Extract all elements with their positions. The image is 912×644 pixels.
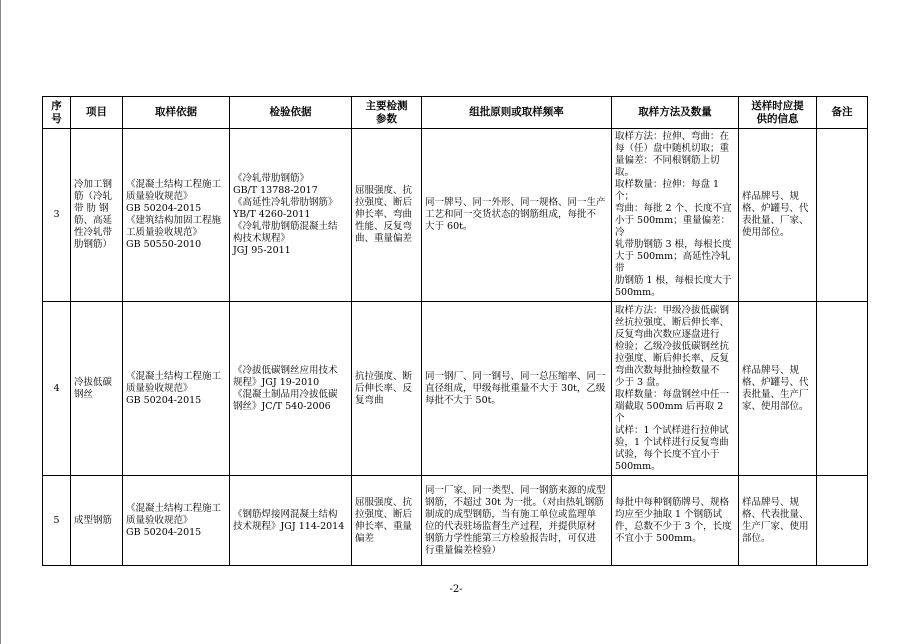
- table-header-row: [43, 97, 868, 129]
- cell-seq: 5: [43, 476, 71, 566]
- sampling-spec-table: [42, 96, 868, 566]
- cell-sample-info: 样品牌号、规 格、炉罐号、代 表批量、厂家、 使用部位。: [739, 129, 817, 302]
- table-row: [43, 476, 868, 566]
- table-row: [43, 302, 868, 476]
- cell-seq: 3: [43, 129, 71, 302]
- cell-remark: [817, 302, 868, 476]
- cell-sampling-method: 取样方法：甲级冷拔低碳钢 丝抗拉强度、断后伸长率、 反复弯曲次数应逐盘进行 检验；乙级冷拔低碳钢丝抗 拉强度、断后伸长率、反复 弯曲次数每批抽检数量不 少于 3 盘。 取样数量：每盘钢丝中任一 端截取 500mm 后再取 2 个 试样：1 个试样进行拉伸试 验，1 个试样进行反复弯曲 试验，每个长度不宜小于 500mm。: [612, 302, 739, 476]
- cell-remark: [817, 476, 868, 566]
- header-sampling-method: 取样方法及数量: [612, 97, 739, 129]
- page-left-edge: [0, 0, 1, 644]
- cell-test-params: 抗拉强度、断 后伸长率、反 复弯曲: [352, 302, 422, 476]
- header-inspection-basis: 检验依据: [230, 97, 352, 129]
- header-sample-info: 送样时应提 供的信息: [739, 97, 817, 129]
- cell-item: 冷加工钢 筋（冷轧 带 肋 钢 筋、高延 性冷轧带 肋钢筋）: [71, 129, 123, 302]
- cell-sampling-basis: 《混凝土结构工程施工 质量验收规范》 GB 50204-2015: [123, 476, 230, 566]
- cell-sampling-method: 每批中每种钢筋牌号、规格 均应至少抽取 1 个钢筋试 件，总数不少于 3 个，长度 不宜小于 500mm。: [612, 476, 739, 566]
- header-remark: 备注: [817, 97, 868, 129]
- page-number: -2-: [449, 584, 463, 595]
- cell-batch-rule: 同一厂家、同一类型、同一钢筋来源的成型 钢筋，不超过 30t 为一批。（对由热轧钢筋 制成的成型钢筋，当有施工单位或监理单 位的代表驻场监督生产过程，并提供原材 钢筋力学性能第三方检验报告时，可仅进 行重量偏差检验）: [422, 476, 612, 566]
- cell-inspection-basis: 《钢筋焊接网混凝土结构 技术规程》JGJ 114-2014: [230, 476, 352, 566]
- header-item: 项目: [71, 97, 123, 129]
- cell-inspection-basis: 《冷轧带肋钢筋》 GB/T 13788-2017 《高延性冷轧带肋钢筋》 YB/T 4260-2011 《冷轧带肋钢筋混凝土结 构技术规程》 JGJ 95-2011: [230, 129, 352, 302]
- cell-batch-rule: 同一钢厂、同一钢号、同一总压缩率、同一 直径组成，甲级每批重量不大于 30t，乙级 每批不大于 50t。: [422, 302, 612, 476]
- cell-sampling-method: 取样方法：拉伸、弯曲：在 每（任）盘中随机切取；重 量偏差：不同根钢筋上切 取。 取样数量：拉伸：每盘 1 个； 弯曲：每批 2 个、长度不宜 小于 500mm；重量偏差：冷 轧带肋钢筋 3 根，每根长度 大于 500mm；高延性冷轧带 肋钢筋 1 根，每根长度大于 500mm。: [612, 129, 739, 302]
- cell-sampling-basis: 《混凝土结构工程施工 质量验收规范》 GB 50204-2015: [123, 302, 230, 476]
- cell-inspection-basis: 《冷拔低碳钢丝应用技术 规程》JGJ 19-2010 《混凝土制品用冷拔低碳 钢丝》JC/T 540-2006: [230, 302, 352, 476]
- cell-item: 成型钢筋: [71, 476, 123, 566]
- cell-sampling-basis: 《混凝土结构工程施工 质量验收规范》 GB 50204-2015 《建筑结构加固工程施 工质量验收规范》 GB 50550-2010: [123, 129, 230, 302]
- header-seq: 序 号: [43, 97, 71, 129]
- table-row: [43, 129, 868, 302]
- header-sampling-basis: 取样依据: [123, 97, 230, 129]
- cell-test-params: 屈服强度、抗 拉强度、断后 伸长率、重量 偏差: [352, 476, 422, 566]
- cell-test-params: 屈服强度、抗 拉强度、断后 伸长率、弯曲 性能、反复弯 曲、重量偏差: [352, 129, 422, 302]
- cell-batch-rule: 同一牌号、同一外形、同一规格、同一生产 工艺和同一交货状态的钢筋组成，每批不 大于 60t。: [422, 129, 612, 302]
- cell-sample-info: 样品牌号、规 格、炉罐号、代 表批量、生产厂 家、使用部位。: [739, 302, 817, 476]
- cell-item: 冷拔低碳 钢丝: [71, 302, 123, 476]
- header-batch-rule: 组批原则或取样频率: [422, 97, 612, 129]
- header-test-params: 主要检测 参数: [352, 97, 422, 129]
- cell-seq: 4: [43, 302, 71, 476]
- cell-sample-info: 样品牌号、规 格、代表批量、 生产厂家、使用 部位。: [739, 476, 817, 566]
- cell-remark: [817, 129, 868, 302]
